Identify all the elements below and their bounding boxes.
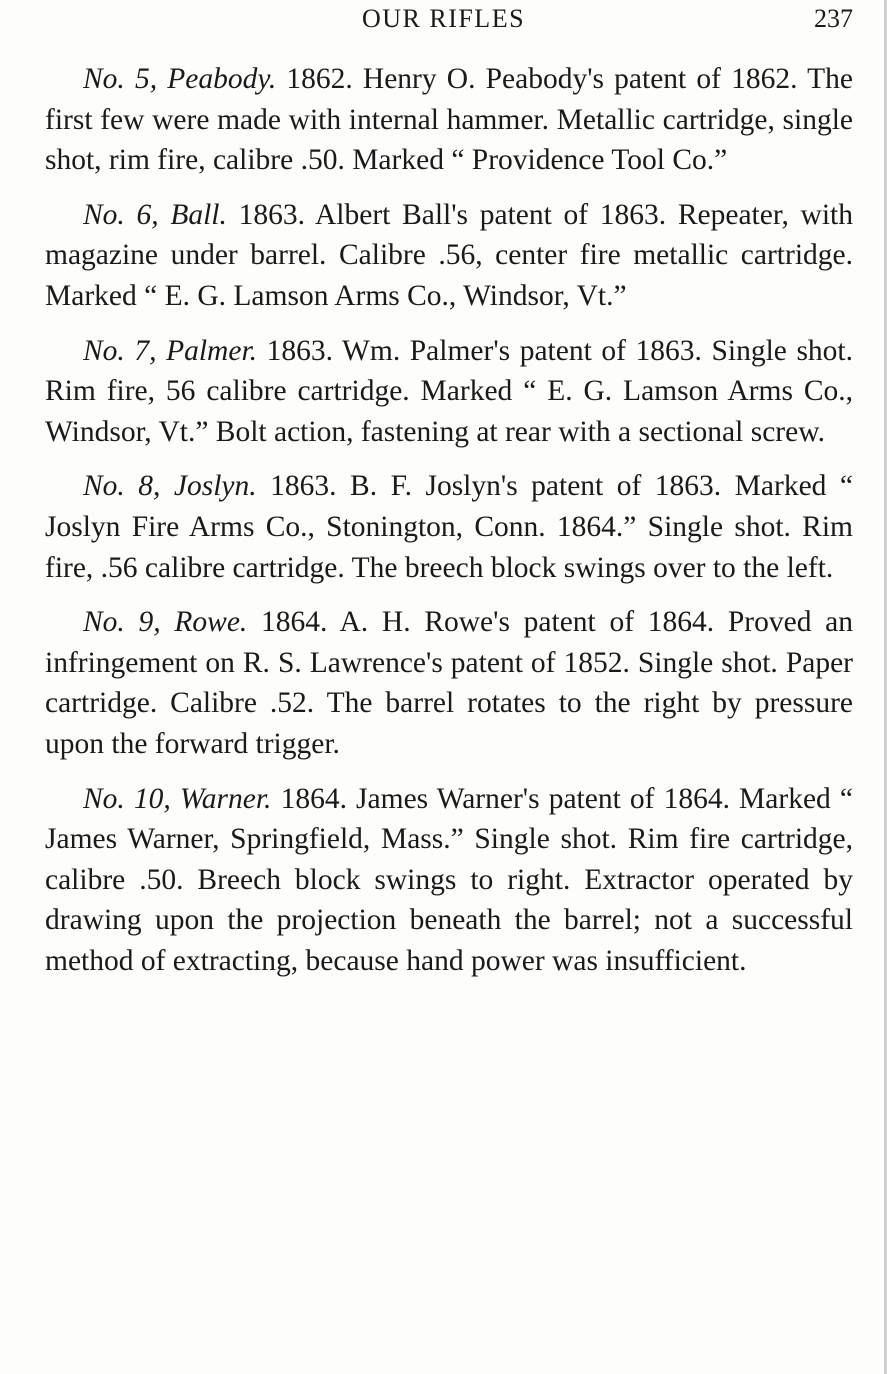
running-head [0,4,887,38]
entry-no-10-warner [45,779,853,982]
entry-text: 1862. Henry O. Peabody's patent of 1862. The first few were made with internal hammer. Metallic cartridge, single shot, rim fire, calibre .50. Marked “ Providence Tool Co.” [45,63,854,177]
entry-identifier: No. 8, Joslyn. [83,470,257,503]
entry-identifier: No. 6, Ball. [83,198,227,231]
running-title: OUR RIFLES [361,4,526,33]
page-number: 237 [814,4,853,33]
entry-identifier: No. 9, Rowe. [83,606,248,639]
entry-no-9-rowe [45,602,853,764]
entry-no-5-peabody [45,59,853,181]
entry-identifier: No. 5, Peabody. [83,63,277,95]
entry-text: 1864. A. H. Rowe's patent of 1864. Proved an infringement on R. S. Lawrence's patent of 1852. Single shot. Paper cartridge. Calibre .52. The barrel rotates to the right by pressure upon the forward trigger. [45,606,854,760]
entry-identifier: No. 10, Warner. [83,782,272,815]
entry-text: 1863. B. F. Joslyn's patent of 1863. Marked “ Joslyn Fire Arms Co., Stonington, Conn. 1864.” Single shot. Rim fire, .56 calibre cartridge. The breech block swings over to the left. [45,470,853,584]
entry-identifier: No. 7, Palmer. [83,334,258,367]
entry-text: 1863. Wm. Palmer's patent of 1863. Single shot. Rim fire, 56 calibre cartridge. Marked “ E. G. Lamson Arms Co., Windsor, Vt.” Bolt action, fastening at rear with a sectional screw. [45,334,853,448]
entry-no-7-palmer [45,331,853,453]
page-body [45,59,853,995]
entry-no-6-ball [45,195,853,317]
entry-text: 1863. Albert Ball's patent of 1863. Repeater, with magazine under barrel. Calibre .56, center fire metallic cartridge. Marked “ E. G. Lamson Arms Co., Windsor, Vt.” [45,198,853,312]
entry-text: 1864. James Warner's patent of 1864. Marked “ James Warner, Springfield, Mass.” Single shot. Rim fire cartridge, calibre .50. Breech block swings to right. Extractor operated by drawing upon the projection beneath the barrel; not a successful method of extracting, because hand power was insufficient. [45,782,854,977]
entry-no-8-joslyn [45,466,853,588]
